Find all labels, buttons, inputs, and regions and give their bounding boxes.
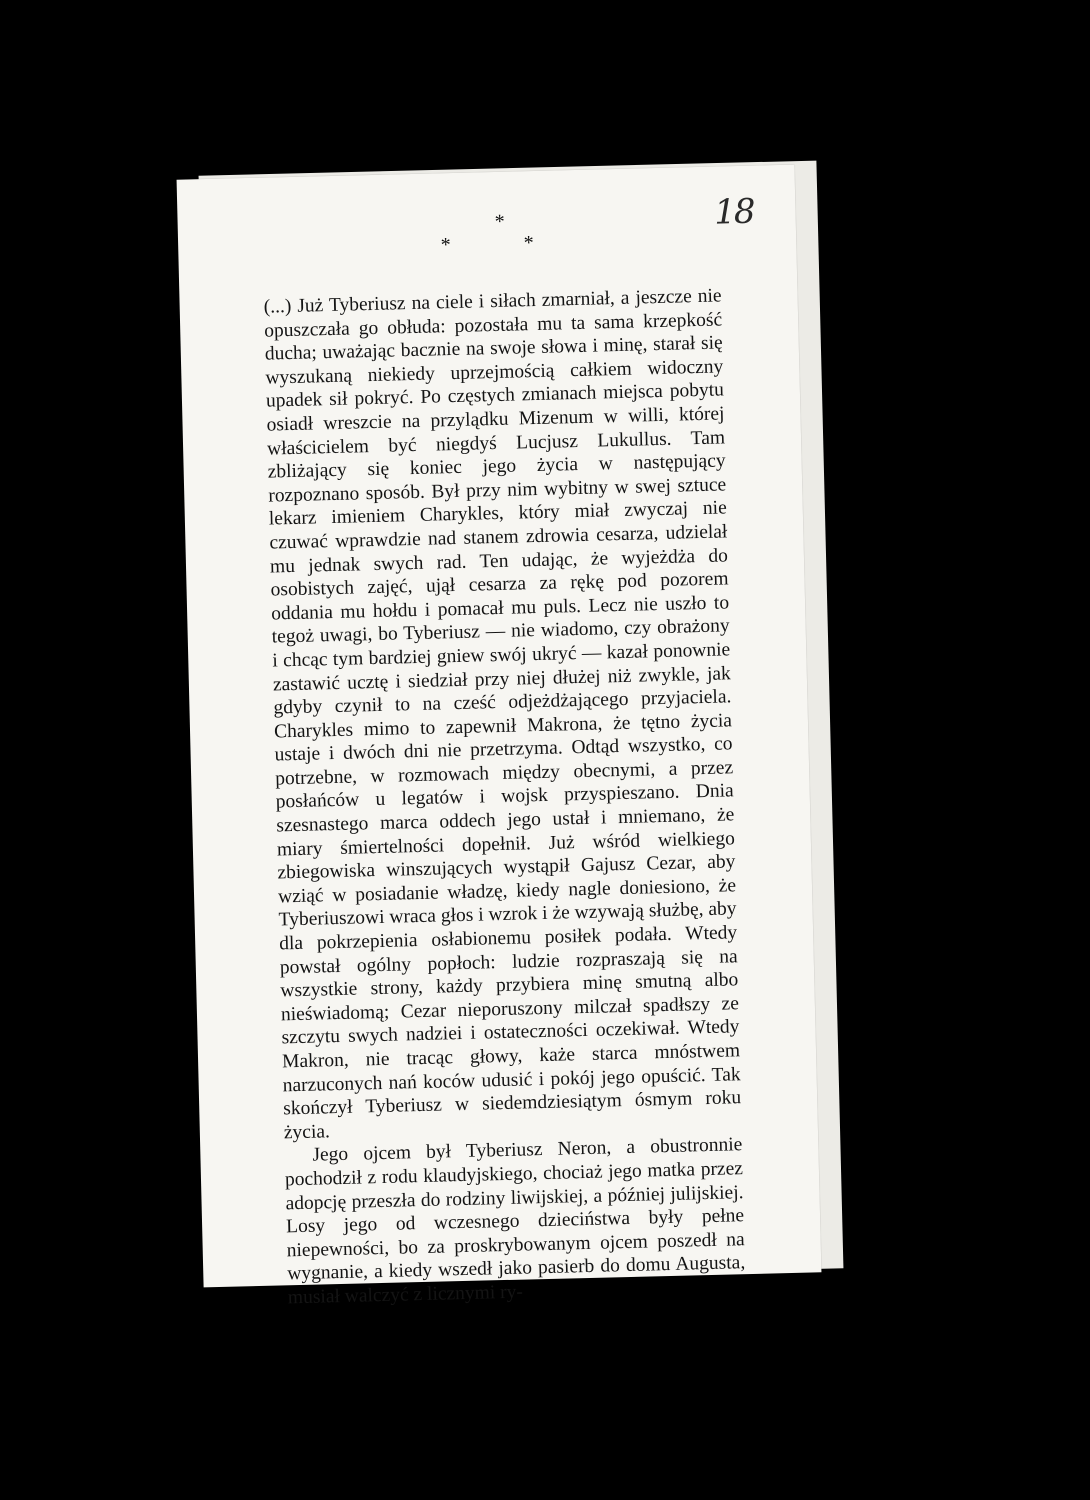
body-text: [263, 284, 746, 1309]
separator-stars-bottom: * *: [440, 231, 568, 257]
book-page: [177, 165, 822, 1309]
section-separator: [178, 205, 797, 262]
handwritten-page-number: 18: [713, 191, 754, 233]
paragraph-2: Jego ojcem był Tyberiusz Neron, a obustronnie pochodził z rodu klaudyjskiego, chociaż jego matka przez adopcję przeszła do rodziny liwijskiej, a później julijskiej. Losy jego od wczesnego dzieciństwa były pełne niepewności, bo za proskrybowanym ojcem poszedł na wygnanie, a kiedy wszedł jako pasierb do domu Augusta, musiał walczyć z licznymi ry-: [284, 1134, 746, 1309]
paragraph-1: (...) Już Tyberiusz na ciele i siłach zmarniał, a jeszcze nie opuszczała go obłuda: pozostała mu ta sama krzepkość ducha; uważając bacznie na swoje słowa i minę, starał się wyszukaną niekiedy uprzejmością całkiem widoczny upadek sił pokryć. Po częstych zmianach miejsca pobytu osiadł wreszcie na przylądku Mizenum w willi, której właścicielem być niegdyś Lucjusz Lukullus. Tam zbliżający się koniec jego życia w następujący rozpoznano sposób. Był przy nim wybitny w swej sztuce lekarz imieniem Charykles, który miał zwyczaj nie czuwać wprawdzie nad stanem zdrowia cesarza, udzielał mu jednak swych rad. Ten udając, że wyjeżdża do osobistych zajęć, ujął cesarza za rękę pod pozorem oddania mu hołdu i pomacał mu puls. Lecz nie uszło to tegoż uwagi, bo Tyberiusz — nie wiadomo, czy obrażony i chcąc tym bardziej gniew swój ukryć — kazał ponownie zastawić ucztę i siedział przy niej dłużej niż zwykle, jak gdyby czynił to na cześć odjeżdżającego przyjaciela. Charykles mimo to zapewnił Makrona, że tętno życia ustaje i dwóch dni nie przetrzyma. Odtąd wszystko, co potrzebne, w rozmowach między obecnymi, a przez posłańców u legatów i wojsk przyspieszano. Dnia szesnastego marca oddech jego ustał i mniemano, że miary śmiertelności dopełnił. Już wśród wielkiego zbiegowiska winszujących wystąpił Gajusz Cezar, aby wziąć w posiadanie władzę, kiedy nagle doniesiono, że Tyberiuszowi wraca głos i wzrok i że wzywają służbę, aby dla pokrzepienia osłabionemu posiłek podała. Wtedy powstał ogólny popłoch: ludzie rozpraszają się na wszystkie strony, każdy przybiera minę smutną albo nieświadomą; Cezar nieporuszony milczał spadłszy ze szczytu swych nadziei i ostateczności oczekiwał. Wtedy Makron, nie tracąc głowy, każe starca mnóstwem narzuconych nań koców udusić i pokój jego opuścić. Tak skończył Tyberiusz w siedemdziesiątym ósmym roku życia.: [263, 285, 742, 1144]
separator-star-top: *: [494, 210, 505, 233]
